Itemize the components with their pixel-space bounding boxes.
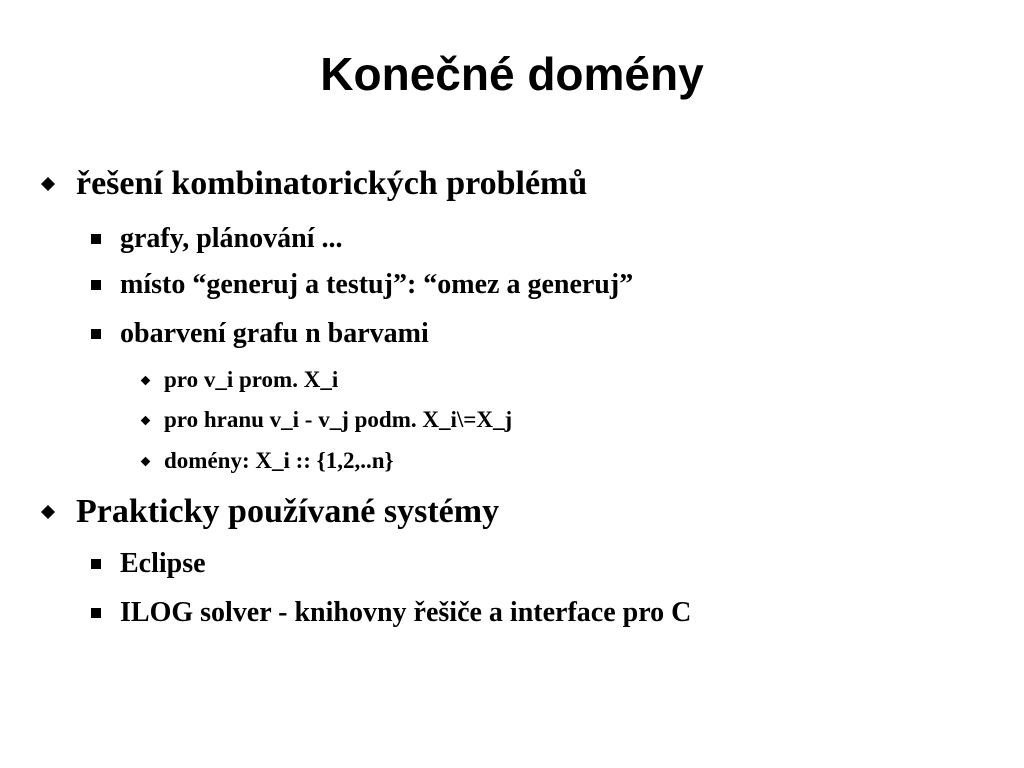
- bullet-text: řešení kombinatorických problémů: [76, 165, 588, 202]
- sub-bullet-text: místo “generuj a testuj”: “omez a generuj”: [120, 269, 634, 300]
- diamond-bullet-icon: [40, 176, 56, 192]
- square-bullet-icon: [91, 329, 101, 339]
- sub-sub-bullet-text: domény: X_i :: {1,2,..n}: [164, 448, 394, 473]
- sub-bullet-item: [120, 222, 342, 256]
- sub-bullet-item: [120, 547, 206, 581]
- sub-sub-bullet-item: [164, 406, 512, 434]
- diamond-bullet-icon: [40, 504, 56, 520]
- bullet-item: [76, 164, 587, 204]
- sub-sub-bullet-text: pro hranu v_i - v_j podm. X_i\=X_j: [164, 407, 513, 432]
- diamond-bullet-icon: [140, 375, 151, 386]
- bullet-text: Prakticky používané systémy: [76, 493, 500, 530]
- sub-sub-bullet-text: pro v_i prom. X_i: [164, 367, 339, 392]
- diamond-bullet-icon: [140, 415, 151, 426]
- sub-bullet-text: ILOG solver - knihovny řešiče a interface pro C: [120, 597, 692, 628]
- square-bullet-icon: [91, 234, 101, 244]
- sub-bullet-text: obarvení grafu n barvami: [120, 318, 429, 349]
- sub-bullet-text: grafy, plánování ...: [120, 223, 343, 254]
- sub-sub-bullet-item: [164, 447, 394, 475]
- sub-bullet-item: [120, 596, 691, 630]
- sub-bullet-item: [120, 268, 633, 302]
- slide-title: Konečné domény: [320, 48, 704, 100]
- square-bullet-icon: [91, 280, 101, 290]
- sub-bullet-item: [120, 317, 429, 351]
- square-bullet-icon: [91, 608, 101, 618]
- square-bullet-icon: [91, 559, 101, 569]
- sub-bullet-text: Eclipse: [120, 548, 206, 579]
- diamond-bullet-icon: [140, 456, 151, 467]
- bullet-item: [76, 492, 499, 532]
- sub-sub-bullet-item: [164, 366, 338, 394]
